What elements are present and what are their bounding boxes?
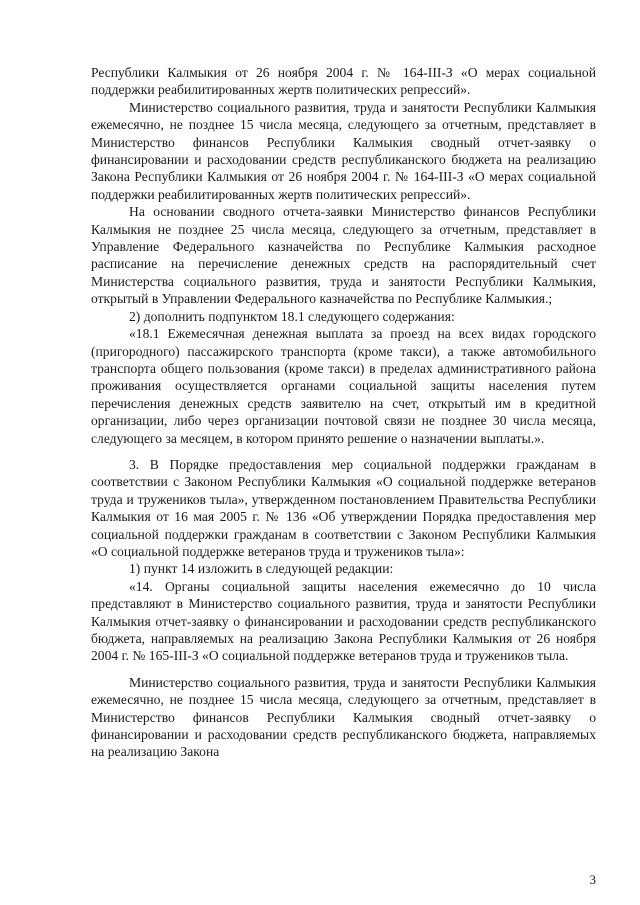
paragraph-point-14: «14. Органы социальной защиты населения ежемесячно до 10 числа представляют в Министерство социального развития, труда и занятости Республики Калмыкия отчет-заявку о финансировании и расходовании средств республиканского бюджета, направляемых на реализацию Закона Республики Калмыкия от 26 ноября 2004 г. № 165-III-З «О социальной поддержке ветеранов труда и тружеников тыла. — [91, 578, 596, 664]
paragraph-subpoint-add: 2) дополнить подпунктом 18.1 следующего содержания: — [129, 308, 455, 324]
paragraph-18-1: «18.1 Ежемесячная денежная выплата за проезд на всех видах городского (пригородного) пассажирского транспорта (кроме такси), а также автомобильного транспорта общего пользования (кроме такси) в пределах административного района проживания осуществляется органами социальной защиты населения путем перечисления денежных средств заявителю на счет, открытый им в кредитной организации, либо через организации почтовой связи не позднее 30 числа месяца, следующего за месяцем, в котором принято решение о назначении выплаты.». — [91, 326, 596, 446]
paragraph-section-3: 3. В Порядке предоставления мер социальной поддержки гражданам в соответствии с Законом Республики Калмыкия «О социальной поддержке ветеранов труда и тружеников тыла», утвержденном постановлением Правительства Республики Калмыкия от 16 мая 2005 г. № 136 «Об утверждении Порядка предоставления мер социальной поддержки гражданам в соответствии с Законом Республики Калмыкия «О социальной поддержке ветеранов труда и тружеников тыла»: — [91, 456, 596, 559]
paragraph-continuation: Республики Калмыкия от 26 ноября 2004 г. № 164-III-З «О мерах социальной поддержки реабилитированных жертв политических репрессий». — [91, 65, 596, 98]
paragraph-ministry-report: Министерство социального развития, труда и занятости Республики Калмыкия ежемесячно, не позднее 15 числа месяца, следующего за отчетным, представляет в Министерство финансов Республики Калмыкия сводный отчет-заявку о финансировании и расходовании средств республиканского бюджета на реализацию Закона Республики Калмыкия от 26 ноября 2004 г. № 164-III-З «О мерах социальной поддержки реабилитированных жертв политических репрессий». — [91, 99, 596, 202]
paragraph-finance-schedule: На основании сводного отчета-заявки Министерство финансов Республики Калмыкия не позднее 25 числа месяца, следующего за отчетным, представляет в Управление Федерального казначейства по Республике Калмыкия расходное расписание на перечисление денежных средств на распорядительный счет Министерства социального развития, труда и занятости Республики Калмыкия, открытый в Управлении Федерального казначейства по Республике Калмыкия.; — [91, 204, 596, 307]
paragraph-ministry-report-2: Министерство социального развития, труда и занятости Республики Калмыкия ежемесячно, не позднее 15 числа месяца, следующего за отчетным, представляет в Министерство финансов Республики Калмыкия сводный отчет-заявку о финансировании и расходовании средств республиканского бюджета, направляемых на реализацию Закона — [91, 674, 596, 760]
paragraph-point-14-intro: 1) пункт 14 изложить в следующей редакции: — [129, 561, 394, 577]
document-body — [91, 64, 596, 761]
page-number: 3 — [589, 872, 596, 887]
